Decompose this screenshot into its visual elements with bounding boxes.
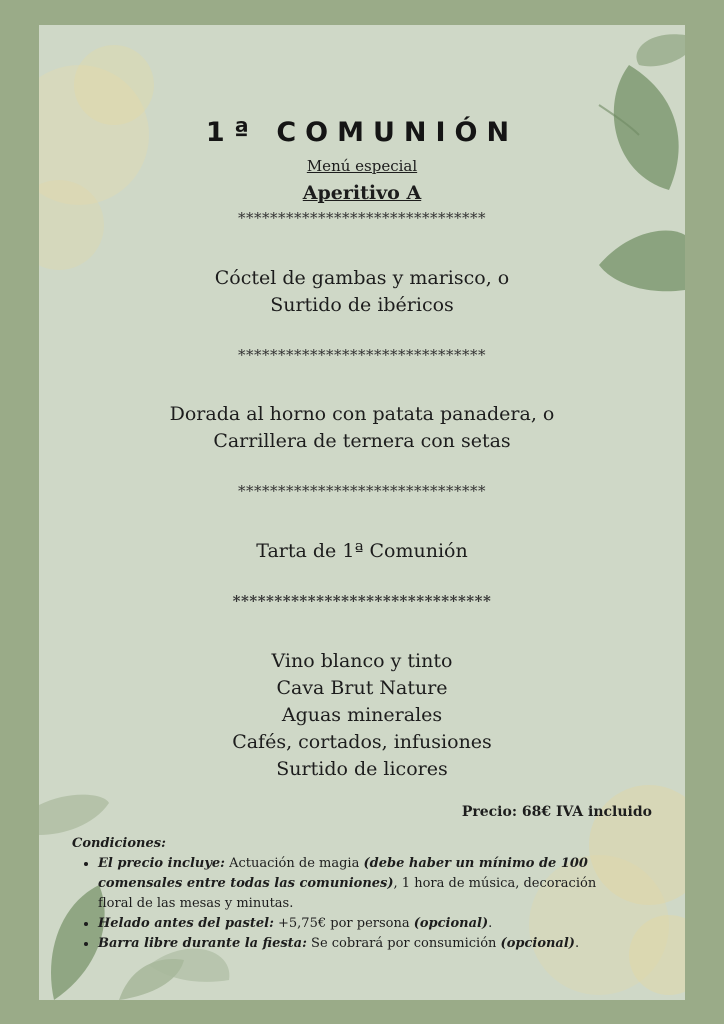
condition-text: , 1 hora de música, decoración floral de las mesas y minutas. [98,876,597,911]
section-title: Aperitivo A [302,182,422,204]
conditions-title: Condiciones: [72,836,166,851]
condition-text: . [574,936,580,951]
course-line: Tarta de 1ª Comunión [256,540,468,562]
course-line: Cóctel de gambas y marisco, o [214,267,510,289]
course-line: Dorada al horno con patata panadera, o [169,403,555,425]
condition-item [98,914,632,934]
course-line: Cafés, cortados, infusiones [232,731,492,753]
condition-text: . [488,916,493,931]
condition-text: Se cobrará por consumición [306,936,501,951]
course-line: Aguas minerales [281,704,443,726]
page-subtitle: Menú especial [306,157,418,175]
conditions [72,834,632,954]
separator: ******************************* [238,346,486,364]
course-line: Surtido de ibéricos [270,294,454,316]
separator: ******************************* [238,482,486,500]
course-line: Carrillera de ternera con setas [213,430,511,452]
condition-label: El precio incluye: [98,856,225,871]
page-title: 1ª COMUNIÓN [205,117,519,148]
condition-emphasis: (opcional) [413,916,489,931]
course-line: Vino blanco y tinto [271,650,453,672]
course-starter [39,265,685,319]
condition-item [98,854,632,914]
condition-emphasis: (debe haber un mínimo de 100 comensales entre todas las comuniones) [98,856,588,891]
condition-emphasis: (opcional) [500,936,575,951]
condition-label: Helado antes del pastel: [98,916,274,931]
course-main [39,401,685,455]
condition-text: +5,75€ por persona [273,916,414,931]
course-drinks [39,648,685,783]
condition-item [98,934,632,954]
separator: ******************************* [238,209,486,227]
price: Precio: 68€ IVA incluido [461,804,652,820]
condition-text: Actuación de magia [224,856,364,871]
conditions-list [72,854,632,954]
course-dessert [39,538,685,565]
course-line: Surtido de licores [276,758,448,780]
course-line: Cava Brut Nature [276,677,448,699]
separator: ******************************* [232,592,492,610]
condition-label: Barra libre durante la fiesta: [98,936,307,951]
